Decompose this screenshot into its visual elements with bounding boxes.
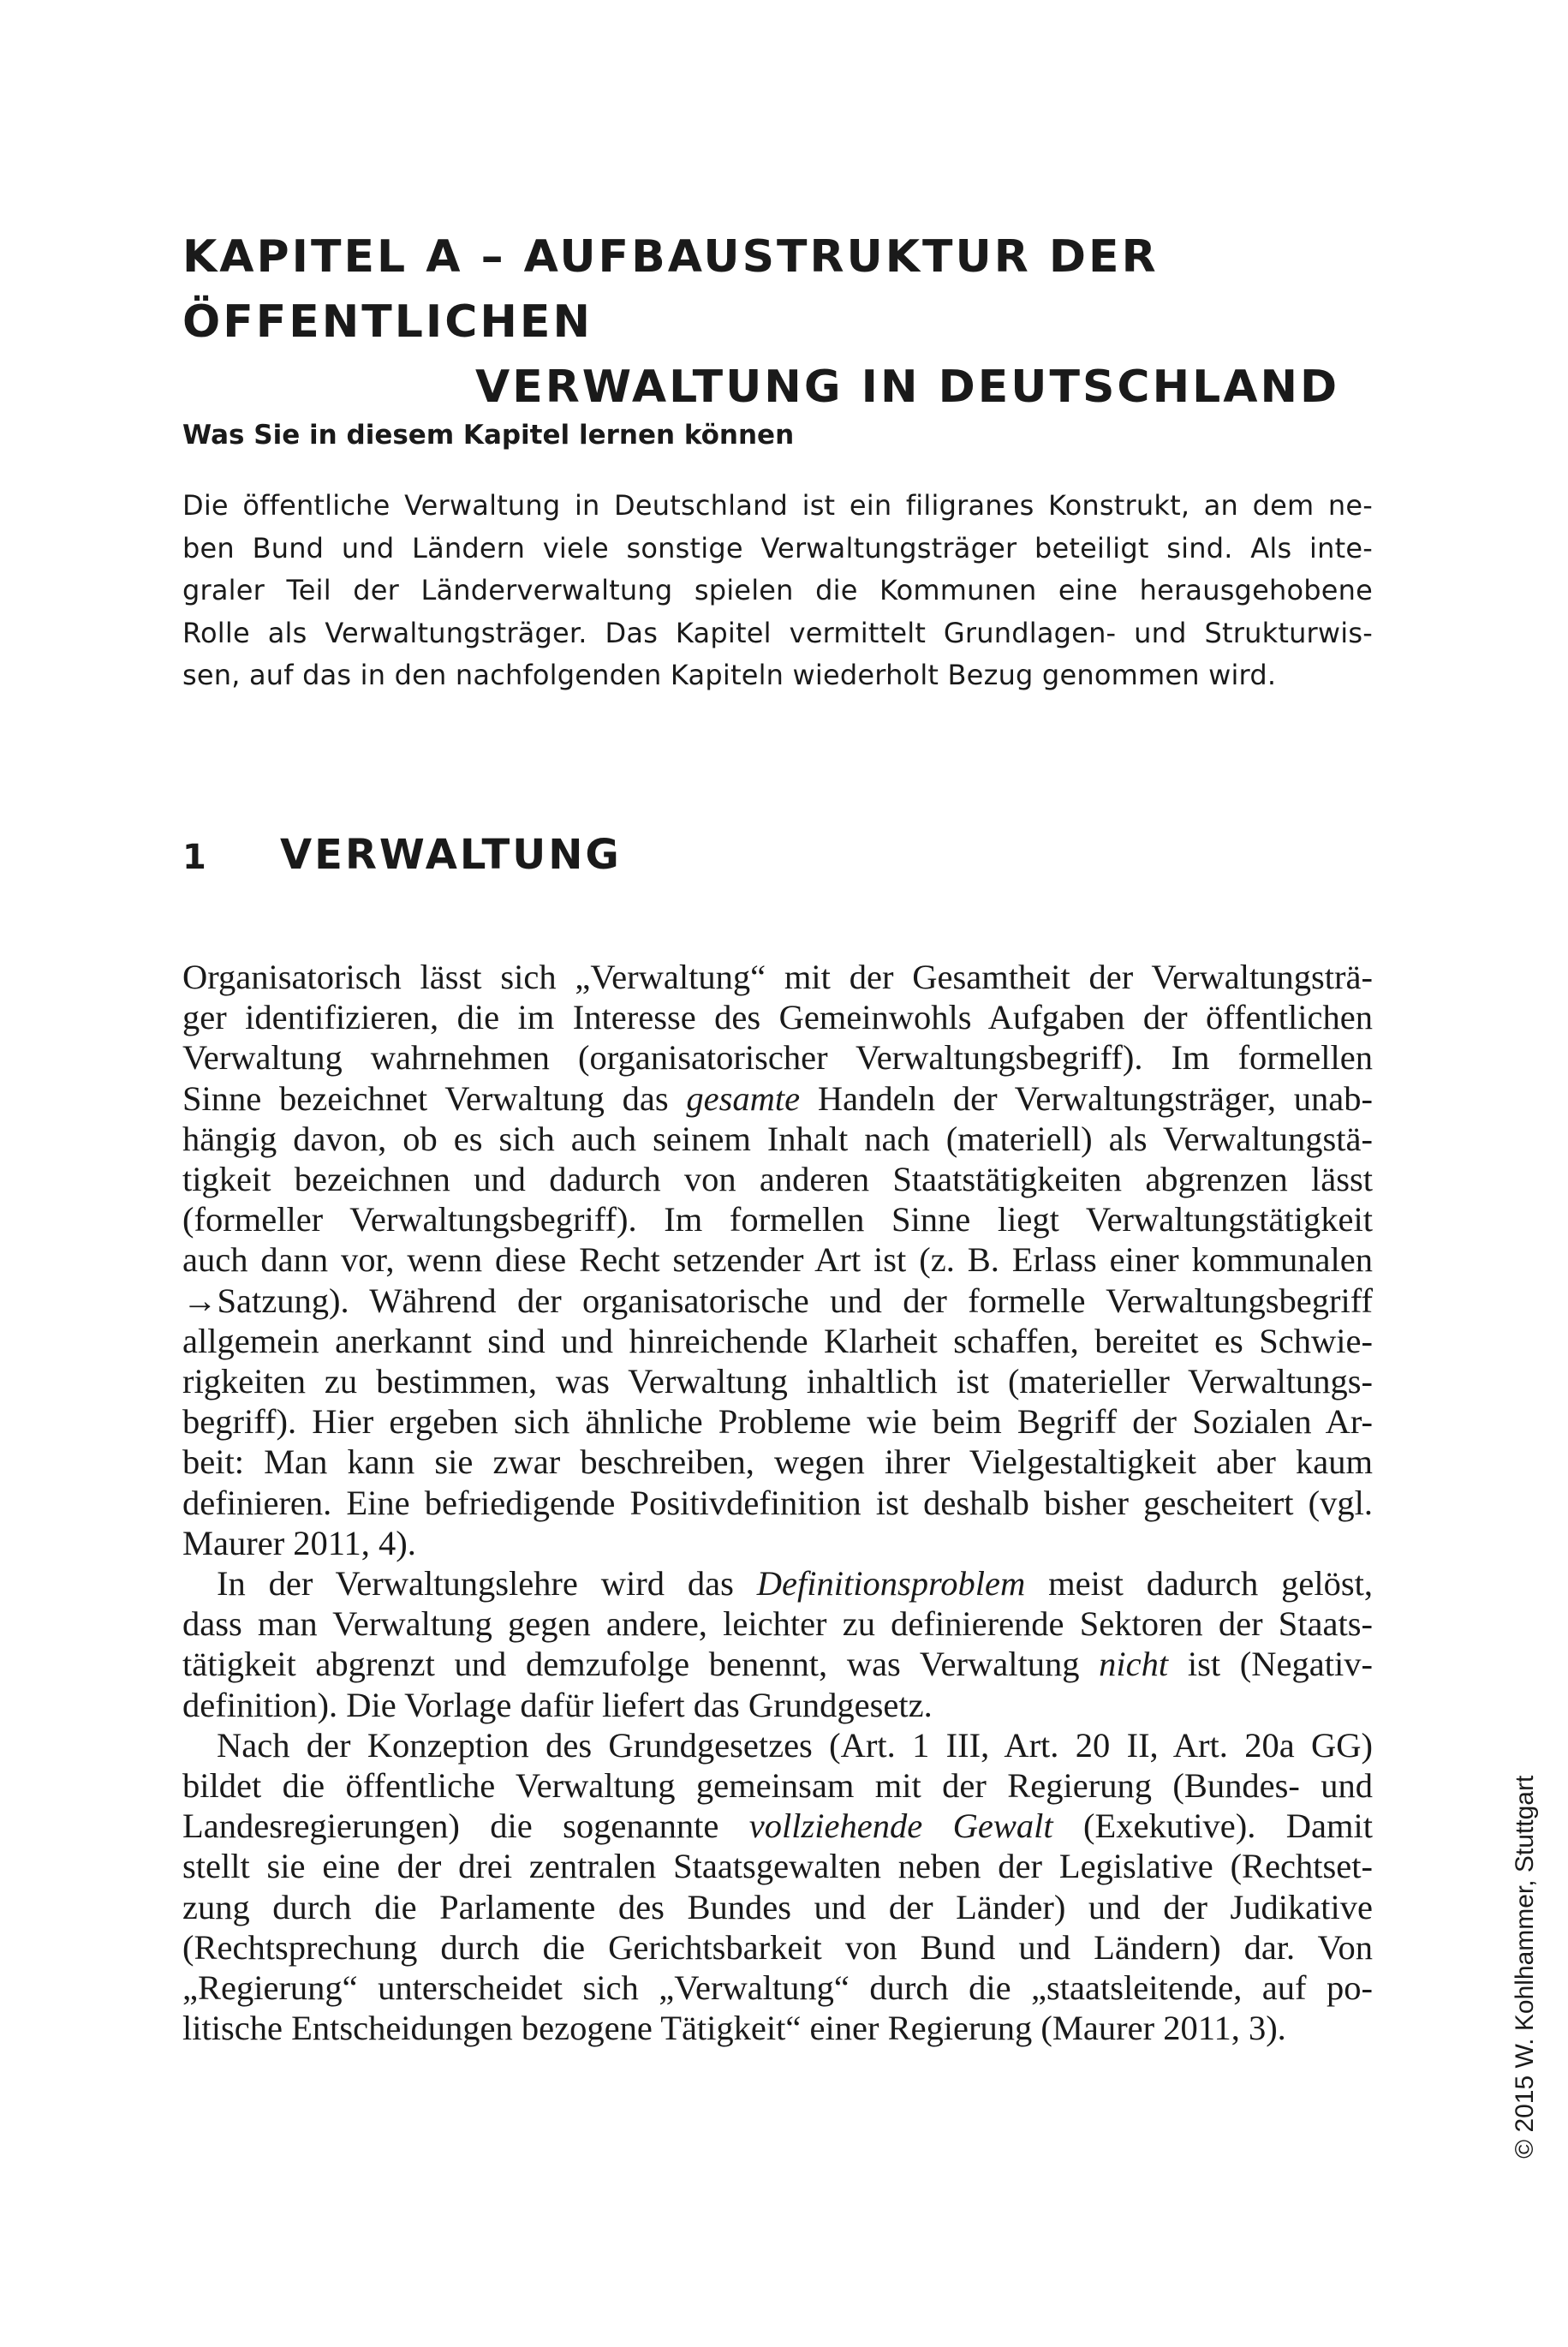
section-heading xyxy=(182,831,622,879)
emphasis: nicht xyxy=(1099,1645,1169,1684)
body-text-run: (Exekutive). Damit xyxy=(1052,1807,1373,1846)
copyright-notice: © 2015 W. Kohlhammer, Stuttgart xyxy=(1511,1775,1539,2159)
body-line: begriff). Hier ergeben sich ähnliche Probleme wie beim Begriff der Sozialen Ar- xyxy=(182,1402,1373,1442)
body-line: hängig davon, ob es sich auch seinem Inhalt nach (materiell) als Verwaltungstä- xyxy=(182,1119,1373,1158)
body-line: ger identifizieren, die im Interesse des Gemeinwohls Aufgaben der öffentlichen xyxy=(182,998,1373,1037)
body-text-run: Sinne bezeichnet Verwaltung das xyxy=(182,1078,687,1118)
learning-goals-line: graler Teil der Länderverwaltung spielen die Kommunen eine herausgehobene xyxy=(182,574,1373,606)
emphasis: vollziehende Gewalt xyxy=(748,1807,1053,1846)
body-line: auch dann vor, wenn diese Recht setzender Art ist (z. B. Erlass einer kommunalen xyxy=(182,1240,1373,1280)
section-number: 1 xyxy=(182,838,209,877)
body-line: Organisatorisch lässt sich „Verwaltung“ mit der Gesamtheit der Verwaltungsträ- xyxy=(182,958,1373,996)
body-line: dass man Verwaltung gegen andere, leichter zu definierende Sektoren der Staats- xyxy=(182,1604,1373,1644)
body-line: rigkeiten zu bestimmen, was Verwaltung inhaltlich ist (materieller Verwaltungs- xyxy=(182,1362,1373,1401)
emphasis: gesamte xyxy=(686,1078,801,1118)
body-line: „Regierung“ unterscheidet sich „Verwaltung“ durch die „staatsleitende, auf po- xyxy=(182,1968,1373,2008)
body-text-run: tätigkeit abgrenzt und demzufolge benennt, was Verwaltung xyxy=(182,1645,1100,1684)
body-line: zung durch die Parlamente des Bundes und der Länder) und der Judikative xyxy=(182,1887,1373,1926)
body-line: Verwaltung wahrnehmen (organisatorischer Verwaltungsbegriff). Im formellen xyxy=(182,1038,1373,1078)
body-line xyxy=(182,1563,1373,1603)
body-line: bildet die öffentliche Verwaltung gemeinsam mit der Regierung (Bundes- und xyxy=(182,1766,1373,1806)
body-line xyxy=(182,1078,1373,1119)
emphasis: Definitionsproblem xyxy=(756,1564,1026,1603)
body-text xyxy=(182,957,1373,2048)
section-title: VERWALTUNG xyxy=(280,831,622,879)
body-line xyxy=(182,1806,1373,1846)
body-line: (Rechtsprechung durch die Gerichtsbarkeit von Bund und Ländern) dar. Von xyxy=(182,1927,1373,1967)
body-line: (formeller Verwaltungsbegriff). Im formellen Sinne liegt Verwaltungstätigkeit xyxy=(182,1200,1373,1239)
body-line: Nach der Konzeption des Grundgesetzes (Art. 1 III, Art. 20 II, Art. 20a GG) xyxy=(217,1725,1373,1765)
learning-goals-heading: Was Sie in diesem Kapitel lernen können xyxy=(182,420,795,451)
body-text-run: Landesregierungen) die sogenannte xyxy=(182,1807,749,1846)
body-line: definition). Die Vorlage dafür liefert das Grundgesetz. xyxy=(182,1685,933,1724)
body-line: stellt sie eine der drei zentralen Staatsgewalten neben der Legislative (Rechtset- xyxy=(182,1847,1373,1886)
body-line: beit: Man kann sie zwar beschreiben, wegen ihrer Vielgestaltigkeit aber kaum xyxy=(182,1442,1373,1482)
learning-goals-text xyxy=(182,485,1373,697)
chapter-title-line-2: VERWALTUNG IN DEUTSCHLAND xyxy=(475,361,1340,413)
body-line: tigkeit bezeichnen und dadurch von anderen Staatstätigkeiten abgrenzen lässt xyxy=(182,1160,1373,1199)
body-line: allgemein anerkannt sind und hinreichende Klarheit schaffen, bereitet es Schwie- xyxy=(182,1321,1373,1360)
body-text-run: ist (Negativ- xyxy=(1168,1645,1373,1684)
body-line: litische Entscheidungen bezogene Tätigkeit“ einer Regierung (Maurer 2011, 3). xyxy=(182,2009,1286,2048)
body-text-run: meist dadurch gelöst, xyxy=(1025,1564,1373,1603)
body-line: definieren. Eine befriedigende Positivdefinition ist deshalb bisher gescheitert (vgl. xyxy=(182,1483,1373,1522)
body-text-run: Handeln der Verwaltungsträger, unab- xyxy=(800,1078,1373,1118)
learning-goals-line: sen, auf das in den nachfolgenden Kapiteln wiederholt Bezug genommen wird. xyxy=(182,659,1277,691)
body-line: Maurer 2011, 4). xyxy=(182,1523,416,1562)
learning-goals-line: Rolle als Verwaltungsträger. Das Kapitel vermittelt Grundlagen- und Strukturwis- xyxy=(182,616,1373,649)
learning-goals-line: ben Bund und Ländern viele sonstige Verwaltungsträger beteiligt sind. Als inte- xyxy=(182,531,1373,564)
body-line xyxy=(182,1644,1373,1684)
learning-goals-line: Die öffentliche Verwaltung in Deutschland ist ein filigranes Konstrukt, an dem ne- xyxy=(182,489,1373,522)
chapter-title-line-1: KAPITEL A – AUFBAUSTRUKTUR DER ÖFFENTLICHEN xyxy=(182,231,1159,348)
body-line: →Satzung). Während der organisatorische und der formelle Verwaltungsbegriff xyxy=(182,1281,1373,1320)
body-text-run: In der Verwaltungslehre wird das xyxy=(217,1564,757,1603)
chapter-title xyxy=(182,224,1398,420)
